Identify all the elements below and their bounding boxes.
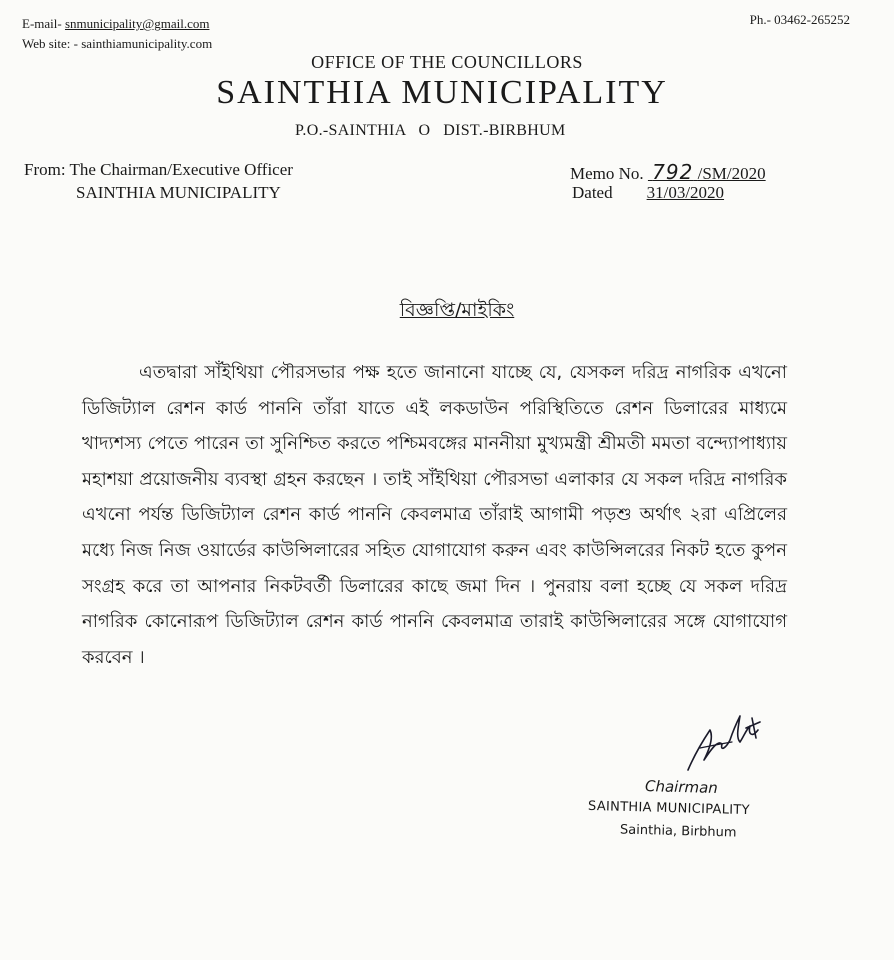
email-address: snmunicipality@gmail.com: [64, 16, 210, 31]
handwritten-signature: [680, 708, 780, 778]
sender-line-2: SAINTHIA MUNICIPALITY: [76, 183, 281, 202]
memo-handwritten-number: 792: [652, 160, 694, 184]
email-label: E-mail-: [22, 16, 62, 31]
notice-heading: বিজ্ঞপ্তি/মাইকিং: [399, 299, 515, 321]
sender-line-1: From: The Chairman/Executive Officer: [24, 160, 293, 179]
email-line: [22, 16, 209, 32]
signatory-title: Chairman: [644, 777, 719, 797]
memo-date: [572, 183, 724, 203]
memo-suffix: /SM/2020: [697, 164, 766, 183]
municipality-title: SAINTHIA MUNICIPALITY: [216, 74, 668, 111]
memo-value: [648, 160, 766, 184]
notice-body: এতদ্বারা সাঁইথিয়া পৌরসভার পক্ষ হতে জানানো যাচ্ছে যে, যেসকল দরিদ্র নাগরিক এখনো ডিজিট্যাল রেশন কার্ড পাননি তাঁরা যাতে এই লকডাউন পরিস্থিতিতে রেশন ডিলারের মাধ্যমে খাদ্যশস্য পেতে পারেন তা সুনিশ্চিত করতে পশ্চিমবঙ্গের মাননীয়া মুখ্যমন্ত্রী শ্রীমতী মমতা বন্দ্যোপাধ্যায় মহাশয়া প্রয়োজনীয় ব্যবস্থা গ্রহন করছেন । তাই সাঁইথিয়া পৌরসভা এলাকার যে সকল দরিদ্র নাগরিক এখনো পর্যন্ত ডিজিট্যাল রেশন কার্ড পাননি কেবলমাত্র তাঁরাই আগামী পড়শু অর্থাৎ ২রা এপ্রিলের মধ্যে নিজ নিজ ওয়ার্ডের কাউন্সিলারের সহিত যোগাযোগ করুন এবং কাউন্সিলরের নিকট হতে কুপন সংগ্রহ করে তা আপনার নিকটবর্তী ডিলারের কাছে জমা দিন । পুনরায় বলা হচ্ছে যে সকল দরিদ্র নাগরিক কোনোরূপ ডিজিট্যাল রেশন কার্ড পাননি কেবলমাত্র তারাই কাউন্সিলারের সঙ্গে যোগাযোগ করবেন ।: [82, 362, 787, 668]
phone-number: Ph.- 03462-265252: [749, 12, 850, 27]
signatory-organization: SAINTHIA MUNICIPALITY: [587, 798, 751, 819]
postal-address: P.O.-SAINTHIA O DIST.-BIRBHUM: [295, 122, 566, 139]
office-title: OFFICE OF THE COUNCILLORS: [311, 52, 583, 72]
website-address: sainthiamunicipality.com: [81, 36, 213, 51]
website-label: Web site: -: [22, 36, 78, 51]
date-value: 31/03/2020: [646, 183, 725, 202]
memo-number: [570, 160, 766, 184]
memo-label: Memo No.: [570, 164, 644, 183]
dated-label: Dated: [572, 183, 613, 202]
website-line: [22, 36, 212, 52]
signatory-place: Sainthia, Birbhum: [619, 822, 737, 841]
